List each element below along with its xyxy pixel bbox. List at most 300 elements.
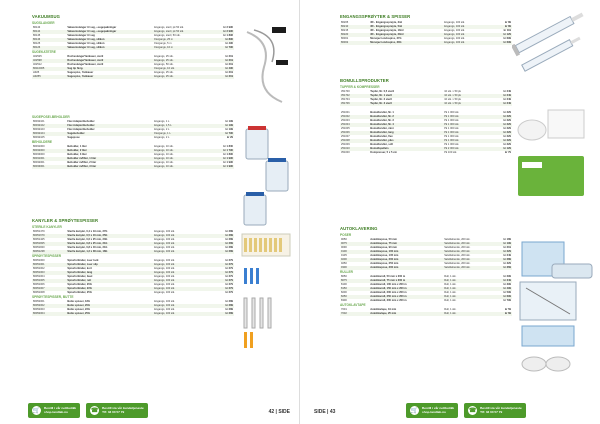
autoclave-pouches-image [512,240,594,380]
product-pack: Pk 1 000 stk. [444,119,460,122]
product-name: Vakuumslanger til sug, +sugepakningar [67,26,117,29]
product-pack: Selvklebende, 200 stk. [444,262,471,265]
product-price: kr 1 790 [210,149,234,153]
product-name: Beholder, 2 liter [66,149,153,153]
product-pack: Pk 100 stk. [444,151,458,154]
product-code: 9200 [340,258,369,262]
product-price: kr 369 [491,266,512,270]
page-number: SIDE | 43 [314,409,336,415]
product-pack: Engangs, 100 stk. [443,25,491,29]
product-pack: Pk 1 000 stk. [444,111,460,114]
product-code: 86051006 [33,283,45,286]
product-name: Spissforbinder, 20G [67,283,92,286]
product-code: 9100 [340,250,369,254]
promo-line: shop.tandlab.no [422,410,446,414]
footer-promo [28,402,154,418]
product-price: kr 219 [225,63,233,66]
product-price: kr 219 [210,59,234,63]
product-price: kr 329 [503,262,511,265]
product-code: 9300 [340,266,369,270]
product-table [32,120,234,140]
product-code: 251003 [341,119,350,122]
promo-line: Bestill via vår kundetjeneste [102,406,144,410]
product-code: 86051679 [32,234,66,238]
product-pack: Engangs, 100 stk. [153,312,210,316]
product-name: Beholder m/filter, 1 liter [66,157,153,161]
product-pack: Flergangs, 5 m [154,42,172,45]
product-code: 86146 [32,38,66,42]
product-name: Spissforbinder, 22G [66,287,153,291]
product-name: Flex Adapter/beholder [67,120,95,123]
product-pack: Engangs, 100 stk. [154,238,175,241]
product-name: Autoklavpose, 250 mm [370,262,399,265]
product-name: Sterile kanyler, 0,8 x 25 mm, 21G [66,242,153,246]
product-name: Sterile kanyler, 0,4 x 19 mm, 27G [67,230,108,233]
product-code: 8075 [340,279,369,283]
product-price: kr 1 990 [210,165,234,169]
product-pack: Engangs, 2 L [154,128,170,131]
product-name: Autoklavpose, 100 mm [369,250,443,254]
product-code: 351700 [341,90,350,93]
product-price: kr 289 [210,242,234,246]
product-price: kr 229 [503,111,511,114]
left-section-suction [32,14,234,79]
product-name: Flex Adapter/beholder [67,128,95,131]
product-name: Vakuumslanger til sug, +sugepakningar [66,30,153,34]
product-name: Monoject endospiss, 30G [369,41,443,45]
product-pack: Rull, 1 stk. [443,279,491,283]
product-pack: Selvklebende, 200 stk. [443,242,491,246]
table-row [340,151,512,155]
product-pack: Engangs, 10 stk. [153,165,210,169]
product-price: kr 790 [210,46,234,50]
product-code: 251002 [340,115,369,119]
subsection-title: SPRØYTESPISSER, BUTTE [32,295,74,299]
product-code: 402512 [33,63,42,66]
product-pack: Selvklebende, 200 stk. [443,250,491,254]
product-name: Sterile kanyler, 0,8 x 40 mm, 21G [67,246,108,249]
product-code: 86143 [33,26,41,29]
product-name: Autoklavrull, 75 mm x 200 m [369,279,443,283]
product-name: Vakuumslanger til sug, silikon [66,38,153,42]
product-code: 86051005 [32,279,66,283]
product-price: kr 229 [503,119,511,122]
product-name: Autoklavpose, 200 mm [369,258,443,262]
product-code: 86031001 [32,157,66,161]
product-name: 3D - Engangssprøyte, 5ml [369,25,443,29]
product-price: kr 129 [491,147,512,151]
product-pack: Engangs, 10 stk. [153,157,210,161]
product-name: Bomullsruller, Nr. 3 [370,119,394,122]
product-price: kr 2 990 [223,26,233,29]
product-name: 3D - Engangssprøyte, 10ml [370,29,404,32]
product-price: kr 229 [491,123,512,127]
product-code: 402525 [33,55,42,58]
product-code: 9250 [341,262,347,265]
product-code: 7002 [340,312,369,316]
product-pack: Engangs, 100 stk. [154,267,175,270]
product-price: kr 279 [210,279,234,283]
product-name: Bomullsruller, Nr. 4 [369,123,443,127]
product-price: kr 199 [225,120,233,123]
product-price: kr 89 [504,21,511,24]
product-name: Kompresser, 5 x 5 cm [370,151,397,154]
product-pack: Rull, 1 stk. [444,283,457,286]
product-name: Beholder m/filter, 2 liter [67,161,97,164]
product-price: kr 279 [225,259,233,262]
product-price: kr 279 [210,287,234,291]
product-code: 86052003 [33,308,45,311]
product-code: 86033001 [32,165,66,169]
product-name: Rocheslange/Yankauer, steril [67,63,104,66]
subsection-title: TUPFER & KOMPRESSER [340,85,380,89]
product-code: 86032104 [32,132,66,136]
suction-containers-image [240,125,292,230]
phone-promo[interactable] [86,403,148,418]
product-name: Bomullsruller, Nr. 2 [369,115,443,119]
product-price: kr 289 [225,238,233,241]
product-pack: Pk 2 000 stk. [443,147,491,151]
product-code: 86032000 [32,149,66,153]
product-pack: Pk 1 000 stk. [443,123,491,127]
product-code: 86215 [341,29,349,32]
product-name: Butte spisser, 22G [67,308,90,311]
product-pack: Selvklebende, 200 stk. [444,238,471,241]
product-table [340,111,512,155]
table-row [340,41,512,45]
product-pack: Rull, 1 stk. [444,299,457,302]
product-pack: Engangs, 100 stk. [444,37,465,40]
promo-line: Tlf: 33 00 57 79 [102,410,125,414]
product-price: kr 279 [225,283,233,286]
product-code: 8100 [341,283,347,286]
product-code: H9255 [32,75,66,79]
product-pack: Engangs, 10 stk. [154,161,174,164]
phone-promo[interactable] [464,403,526,418]
product-table [32,26,234,50]
product-pack: Engangs, 100 stk. [153,271,210,275]
product-code: 86051004 [33,275,45,278]
product-name: Bomullsruller, soft [370,143,394,146]
product-name: Autoklavrull, 250 mm x 200 m [369,295,443,299]
product-pack: Engangs, 100 stk. [154,246,175,249]
product-code: 251009 [341,143,350,146]
product-code: 351702 [340,94,369,98]
product-price: kr 59 [504,308,511,311]
product-name: Autoklavpose, 50 mm [370,238,397,241]
product-name: Autoklavrull, 300 mm x 200 m [370,299,407,302]
product-name: Vakuumslanger til sug, silikon [67,42,105,45]
product-pack: Engangs, 100 stk. [153,287,210,291]
product-name: Sterile kanyler, 1,2 x 38 mm, 18G [66,250,153,254]
product-code: 86033000 [33,153,45,156]
table-row [340,312,512,316]
product-code: 86051002 [33,267,45,270]
product-pack: Engangs, 50 stk. [154,63,174,66]
product-price: kr 249 [491,102,512,106]
product-code: 8150 [340,287,369,291]
product-name: Spissforbinder, Luer lock [67,259,99,262]
product-pack: Rull, 1 stk. [444,308,457,311]
product-name: Beholder m/filter, 3 liter [66,165,153,169]
right-section-syringes [340,14,512,45]
product-pack: Engangs, 1 L [154,120,170,123]
product-code: 86051238 [32,250,66,254]
right-section-autoclave [340,226,512,316]
product-name: Vakuumslanger til sug [67,34,95,37]
product-pack: 10 stk. x 50 pk [444,90,461,93]
product-code: 86051003 [32,271,66,275]
product-price: kr 279 [225,275,233,278]
product-name: Sugespiss, Yankauer [66,75,153,79]
product-price: kr 499 [491,287,512,291]
product-code: 86052001 [33,300,45,303]
product-table [32,300,234,316]
product-price: kr 219 [503,246,511,249]
product-pack: Engangs, 100 stk. [154,230,175,233]
product-price: kr 699 [491,41,512,45]
product-name: Butte spisser, 20G [66,304,153,308]
product-price: kr 289 [491,258,512,262]
product-code: 86051479 [33,230,45,233]
product-pack: Pk 1 000 stk. [443,139,491,143]
product-code: 86205 [341,21,349,24]
product-pack: Engangs, 100 stk. [154,300,175,303]
product-price: kr 229 [491,115,512,119]
product-pack: 10 stk. x 50 pk [443,102,491,106]
product-price: kr 249 [503,90,511,93]
product-pack: Flergangs, 25 m [153,38,210,42]
product-price: kr 79 [504,151,511,154]
product-price: kr 199 [225,128,233,131]
product-code: 86051001 [32,263,66,267]
product-name: Bomullsruller, plus [369,139,443,143]
product-name: Tupfer, Nr. 2 steril [370,98,392,101]
product-price: kr 229 [491,139,512,143]
product-table [340,238,512,270]
product-price: kr 249 [503,98,511,101]
product-name: Autoklavpose, 90 mm [370,246,397,249]
product-code: 9075 [340,242,369,246]
product-price: kr 289 [210,234,234,238]
product-price: kr 229 [503,127,511,130]
product-pack: Engangs, 100 stk. [444,21,465,24]
product-code: 86051008 [33,291,45,294]
product-pack: Pk 1 000 stk. [444,143,460,146]
product-code: 402598 [32,59,66,63]
product-code: 8200 [341,291,347,294]
product-code: 9090 [341,246,347,249]
product-price: kr 219 [225,71,233,74]
subsection-title: AUTOKLAVTAPE [340,303,366,307]
product-code: H925 [33,71,40,74]
product-pack: Rull, 1 stk. [444,291,457,294]
product-name: Rocheslange/Yankauer, steril [67,55,104,58]
product-price: kr 1 830 [223,145,233,148]
product-price: kr 1 896 [223,34,233,37]
promo-line: Tlf: 33 00 57 79 [480,410,503,414]
product-price: kr 289 [210,304,234,308]
product-pack: Engangs, 10 stk. [154,153,174,156]
subsection-title: SUGSLANGER [32,21,55,25]
table-row [32,75,234,79]
product-code: 86144 [32,30,66,34]
product-price: kr 199 [210,124,234,128]
product-price: kr 249 [491,94,512,98]
subsection-title: POSER [340,233,352,237]
product-code: 251007 [341,135,350,138]
product-pack: Engangs, 100 stk. [153,263,210,267]
subsection-title: SPRØYTESPISSER [32,254,62,258]
product-code: 351706 [340,102,369,106]
product-price: kr 699 [491,295,512,299]
product-price: kr 490 [210,67,234,71]
product-code: 86051007 [32,287,66,291]
subsection-title: SUGEKATETRE [32,50,56,54]
product-price: kr 289 [210,312,234,316]
product-price: kr 799 [503,299,511,302]
product-name: Bomullsruller, Nr. 1 [370,111,394,114]
product-name: Bomullsruller, lang [369,131,443,135]
table-row [32,165,234,169]
product-pack: 10 stk. x 50 pk [444,98,461,101]
product-price: kr 490 [225,42,233,45]
cart-icon: 🛒 [32,407,41,414]
product-code: 86302 [340,41,369,45]
product-price: kr 289 [225,246,233,249]
product-price: kr 1 990 [210,157,234,161]
webshop-promo[interactable] [406,403,458,418]
product-pack: Engangs, 25 stk. [153,59,210,63]
product-price: kr 289 [225,230,233,233]
product-pack: Engangs, 10 stk. [153,149,210,153]
product-name: Autoklavtape, 25 mm [369,312,443,316]
product-pack: Flergangs, 10 stk. [153,67,210,71]
promo-line: Bestill i vår nettbutikk [44,406,77,410]
right-page [300,0,600,424]
product-price: kr 229 [491,131,512,135]
product-code: 86032102 [32,124,66,128]
product-pack: Engangs, 100 stk. [154,283,175,286]
product-code: 86051840 [33,246,45,249]
page-number: 42 | SIDE [268,409,290,415]
product-name: Autoklavpose, 300 mm [369,266,443,270]
needles-image [240,228,292,358]
product-name: Spissforbinder, lang [66,271,153,275]
product-name: Monoject endospiss, 27G [370,37,402,40]
product-table [32,55,234,79]
product-pack: Engangs, 25 stk. [154,71,174,74]
product-price: kr 219 [210,75,234,79]
product-name: Butte spisser, 18G [67,300,90,303]
promo-line: Bestill via vår kundetjeneste [480,406,522,410]
promo-line: shop.tandlab.no [44,410,68,414]
product-name: Bomullsruller, flex [370,135,393,138]
product-code: 86125 [33,42,41,45]
product-price: kr 229 [503,143,511,146]
product-pack: Rull, 1 stk. [443,312,491,316]
product-table [340,90,512,106]
product-code: 86032101 [33,120,45,123]
product-code: 86145 [33,34,41,37]
product-pack: Engangs, steril, pk 50 stk. [153,30,210,34]
product-pack: Engangs, 10 stk. [154,145,174,148]
section-title: VAKUUMSUG [32,14,61,19]
product-name: Autoklavrull, 150 mm x 200 m [369,287,443,291]
product-code: 7001 [341,308,347,311]
product-name: Tupfer, Nr. 1 steril [369,94,443,98]
product-price: kr 289 [225,300,233,303]
product-code: 351000 [341,151,350,154]
section-title: BOMULLSPRODUKTER [340,78,389,83]
product-code: 251004 [340,123,369,127]
product-name: Spissforbinder, rett [66,279,153,283]
product-price: kr 249 [503,254,511,257]
product-pack: Rull, 1 stk. [443,295,491,299]
product-name: Sugebeholder [66,132,153,136]
phone-icon: ☎ [468,407,477,414]
webshop-promo[interactable] [28,403,80,418]
product-price: kr 1 990 [223,161,233,164]
product-code: 8250 [340,295,369,299]
product-name: Sugespiss, Yankauer [67,71,94,74]
product-pack: Engangs, 100 stk. [443,33,491,37]
product-pack: Engangs, 100 stk. [153,304,210,308]
product-pack: 10 stk. x 50 pk [443,94,491,98]
product-price: kr 129 [491,33,512,37]
product-name: 3D - Engangssprøyte, 3ml [370,21,403,24]
section-title: ENGANGSSPRØYTER & SPISSER [340,14,411,19]
product-pack: Selvklebende, 200 stk. [444,246,471,249]
subsection-title: RULLER [340,270,353,274]
product-pack: Rull, 1 stk. [443,287,491,291]
product-pack: Engangs, 100 stk. [153,234,210,238]
product-price: kr 219 [225,55,233,58]
product-name: Butte spisser, 25G [66,312,153,316]
product-pack: Pk 1 000 stk. [444,127,460,130]
product-name: Autoklavrull, 50 mm x 200 m [370,275,406,278]
product-code: 86051425 [33,238,45,241]
product-name: Tupfer, Nr. 0,5 steril [370,90,395,93]
product-code: 86032105 [33,136,45,139]
left-section-needles [32,218,234,316]
product-pack: Engangs, steril, 50 stk. [154,34,181,37]
product-price: kr 29 [226,136,233,139]
product-code: 351704 [341,98,350,101]
product-code: 86220 [340,33,369,37]
product-pack: Engangs, 25 stk. [153,75,210,79]
product-name: Autoklavtape, 19 mm [370,308,397,311]
product-name: Autoklavrull, 100 mm x 200 m [370,283,407,286]
product-price: kr 279 [210,271,234,275]
product-code: 86110005 [32,67,66,71]
product-code: 86031000 [33,145,45,148]
product-pack: Flergangs, 10 m [153,46,210,50]
product-code: 86052002 [32,304,66,308]
product-pack: Engangs, steril, pk 50 stk. [154,26,184,29]
product-name: Flex Adapter/beholder [66,124,153,128]
product-code: 251005 [341,127,350,130]
product-pack: Pk 1 000 stk. [443,131,491,135]
product-price: kr 599 [503,291,511,294]
product-name: Sterile kanyler, 0,5 x 16 mm, 25G [66,234,153,238]
product-price: kr 119 [503,29,511,32]
product-pack: Pk 1 000 stk. [443,115,491,119]
product-pack: Engangs, 100 stk. [154,275,175,278]
product-price: kr 289 [225,308,233,311]
product-pack: Pk 1 000 stk. [444,135,460,138]
product-code: 86032001 [33,161,45,164]
